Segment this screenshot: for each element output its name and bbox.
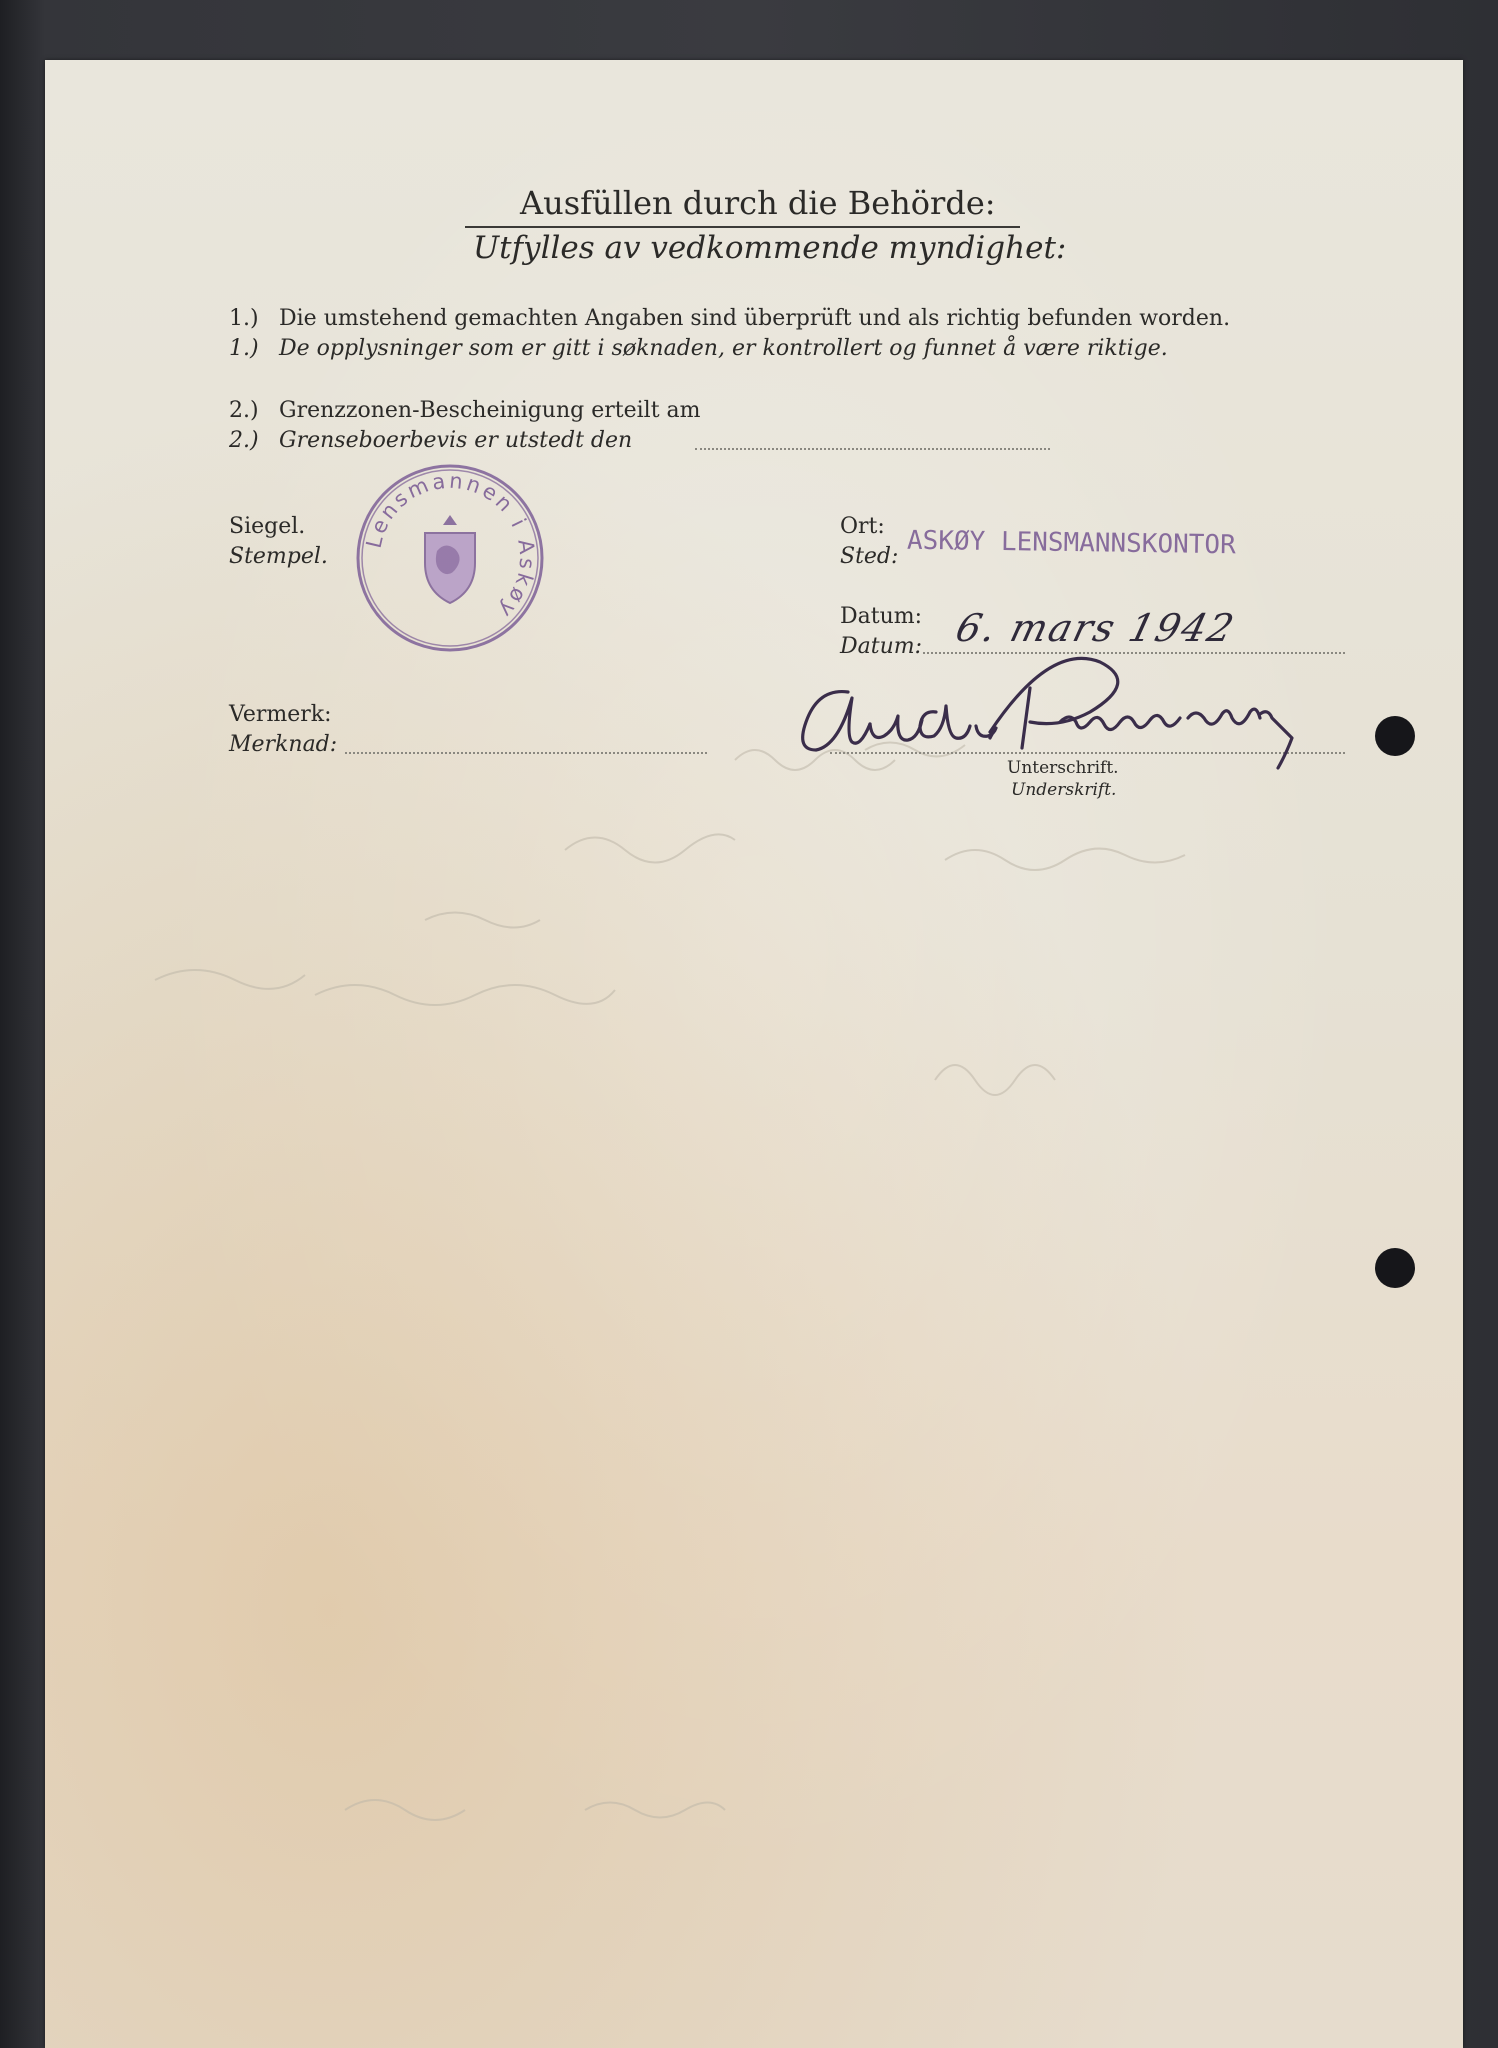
item-2-date-line	[695, 448, 1050, 450]
place-label-de: Ort:	[840, 514, 885, 539]
heading-norwegian: Utfylles av vedkommende myndighet:	[473, 230, 1067, 266]
remark-label-de: Vermerk:	[229, 702, 332, 727]
place-label-no: Sted:	[840, 544, 899, 569]
date-label-no: Datum:	[840, 634, 923, 659]
round-official-stamp	[355, 463, 545, 653]
item-2-text-de: Grenzzonen-Bescheinigung erteilt am	[279, 398, 701, 423]
place-stamp-value: ASKØY LENSMANNSKONTOR	[906, 525, 1236, 561]
signature-label-no: Underskrift.	[1011, 780, 1117, 800]
heading-rule	[465, 226, 1020, 228]
document-page	[45, 60, 1463, 2048]
remark-line	[345, 752, 707, 754]
heading-german: Ausfüllen durch die Behörde:	[520, 184, 996, 222]
item-1-text-de: Die umstehend gemachten Angaben sind überprüft und als richtig befunden worden.	[279, 306, 1231, 331]
item-1-text-no: De opplysninger som er gitt i søknaden, er kontrollert og funnet å være riktige.	[279, 336, 1168, 361]
item-1-number-de: 1.)	[229, 306, 259, 331]
item-2-number-no: 2.)	[229, 428, 259, 453]
seal-label-no: Stempel.	[229, 544, 328, 569]
seal-label-de: Siegel.	[229, 514, 306, 539]
signature-label-de: Unterschrift.	[1007, 758, 1119, 778]
coat-of-arms-icon	[425, 515, 475, 603]
remark-label-no: Merknad:	[229, 732, 338, 757]
item-2-text-no: Grenseboerbevis er utstedt den	[279, 428, 633, 453]
handwritten-date: 6. mars 1942	[951, 606, 1240, 650]
round-stamp-text: Lensmannen i Askøy	[361, 468, 540, 625]
punch-hole-bottom	[1375, 1248, 1415, 1288]
item-2-number-de: 2.)	[229, 398, 259, 423]
punch-hole-top	[1375, 716, 1415, 756]
date-label-de: Datum:	[840, 604, 923, 629]
item-1-number-no: 1.)	[229, 336, 259, 361]
